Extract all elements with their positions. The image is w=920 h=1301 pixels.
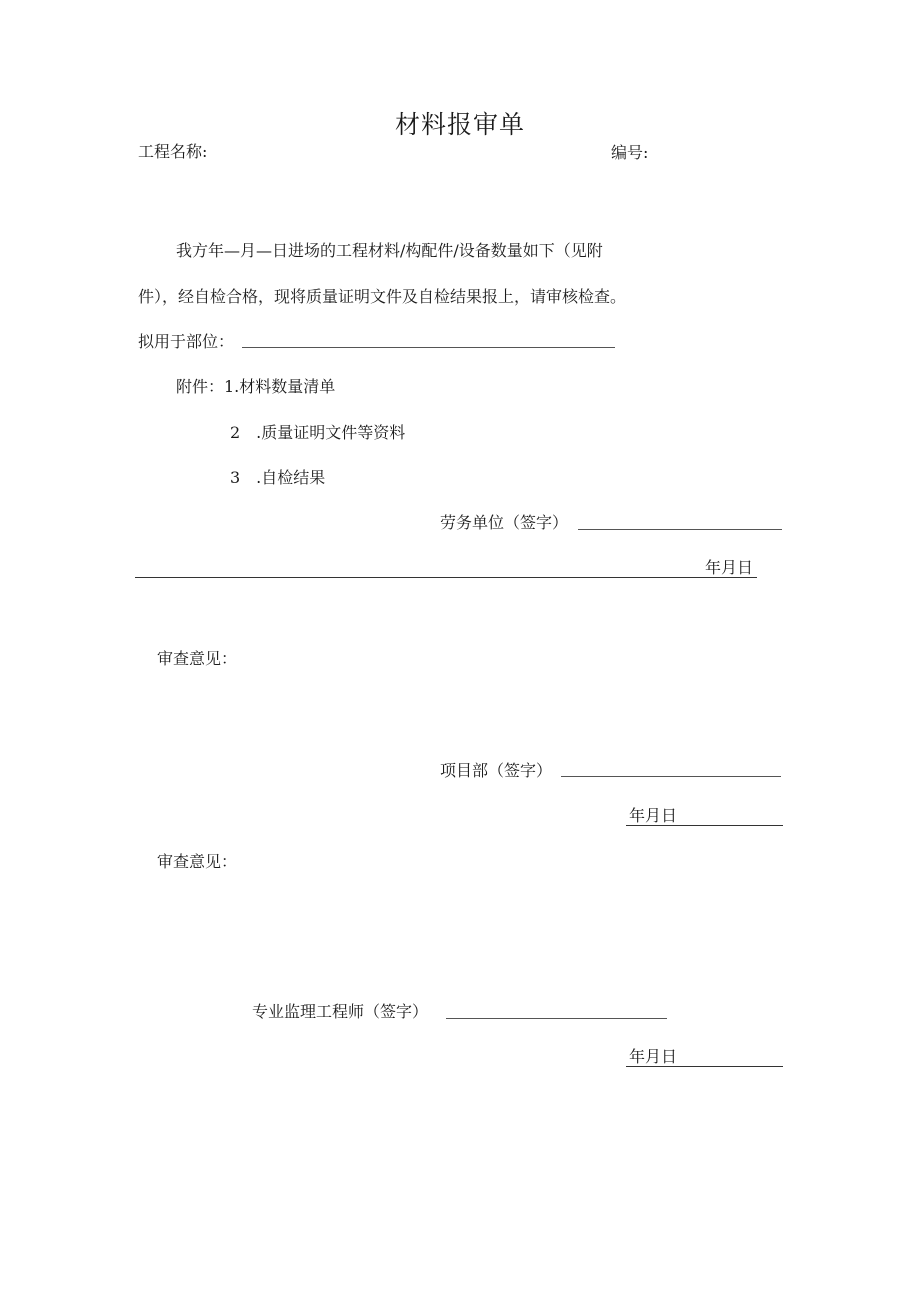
attachment-item: 1.材料数量清单 [224, 377, 336, 396]
project-dept-date-field[interactable] [626, 825, 783, 826]
attachments-label: 附件： [176, 377, 225, 396]
declaration-line-2: 件），经自检合格，现将质量证明文件及自检结果报上，请审核检查。 [138, 287, 627, 306]
section-divider [135, 577, 757, 578]
attachment-item: 3 .自检结果 [230, 468, 326, 487]
attachment-item: 2 .质量证明文件等资料 [230, 423, 406, 442]
project-dept-date-label: 年月日 [629, 806, 678, 825]
usage-location-field[interactable] [242, 347, 615, 348]
page-title: 材料报审单 [394, 110, 525, 139]
usage-location-label: 拟用于部位： [138, 332, 235, 351]
contractor-sign-label: 劳务单位（签字） [440, 513, 569, 532]
supervisor-review-opinion-label: 审查意见： [157, 852, 238, 871]
project-dept-sign-field[interactable] [561, 776, 781, 777]
declaration-line-1: 我方年—月—日进场的工程材料/构配件/设备数量如下（见附 [176, 241, 603, 260]
serial-no-label: 编号: [611, 143, 649, 162]
supervisor-date-label: 年月日 [629, 1047, 678, 1066]
project-review-opinion-label: 审查意见： [157, 649, 238, 668]
project-dept-sign-label: 项目部（签字） [440, 761, 553, 780]
contractor-sign-field[interactable] [578, 529, 782, 530]
supervisor-sign-label: 专业监理工程师（签字） [252, 1002, 429, 1021]
project-name-label: 工程名称: [138, 142, 208, 161]
supervisor-sign-field[interactable] [446, 1018, 667, 1019]
contractor-date-label: 年月日 [705, 558, 754, 577]
supervisor-date-field[interactable] [626, 1066, 783, 1067]
